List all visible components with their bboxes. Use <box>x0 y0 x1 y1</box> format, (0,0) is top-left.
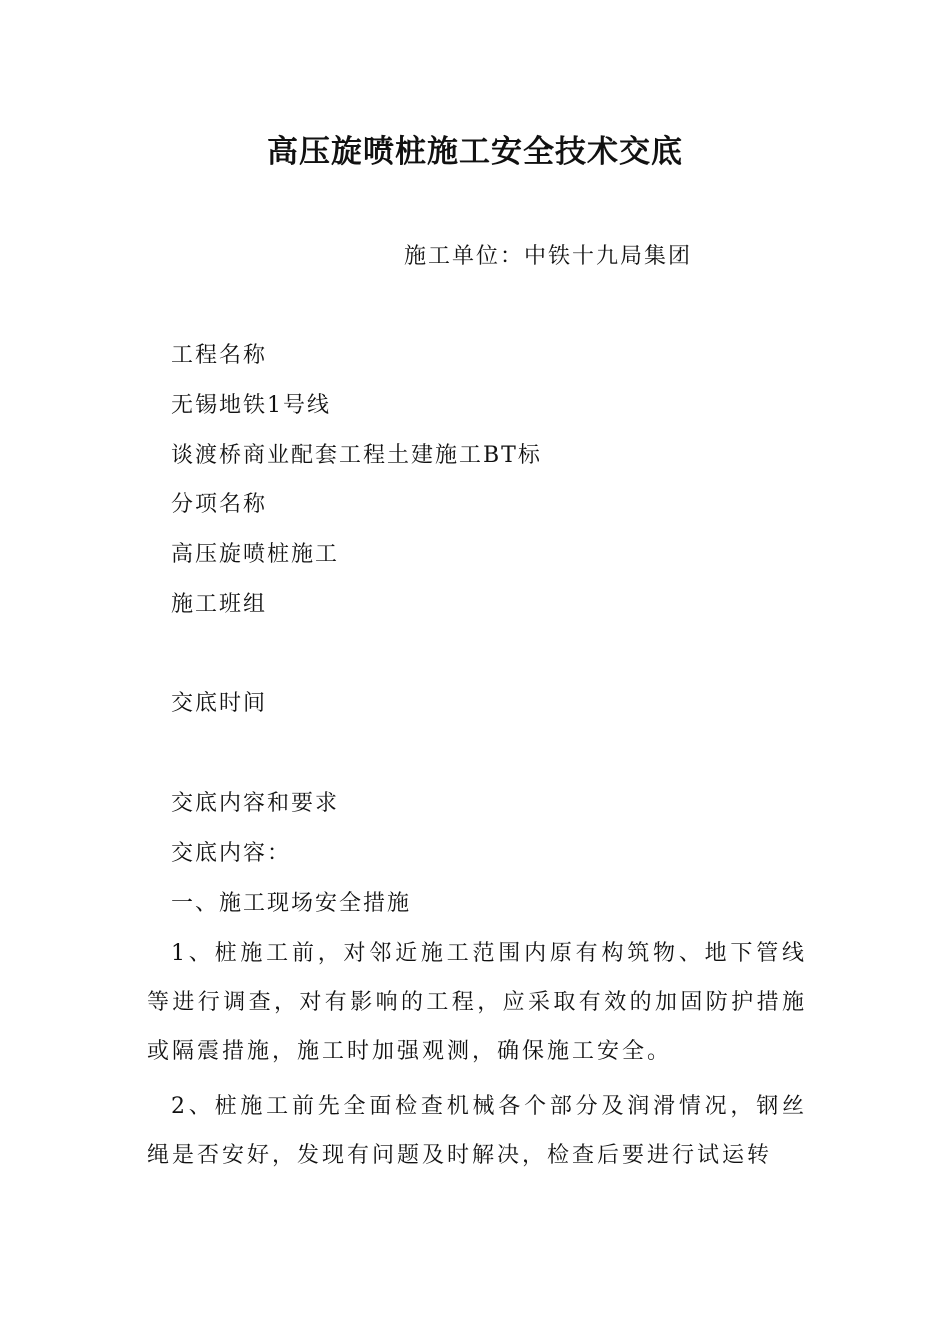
document-title: 高压旋喷桩施工安全技术交底 <box>267 134 683 170</box>
project-name-line2: 谈渡桥商业配套工程土建施工BT标 <box>171 443 542 468</box>
content-label: 交底内容： <box>171 841 292 866</box>
project-name-label: 工程名称 <box>171 343 268 368</box>
construction-unit: 施工单位：中铁十九局集团 <box>404 244 693 269</box>
paragraph-2: 2、桩施工前先全面检查机械各个部分及润滑情况，钢丝绳是否安好，发现有问题及时解决，检查后要进行试运转 <box>147 1094 807 1168</box>
time-label: 交底时间 <box>171 691 268 716</box>
subitem-value: 高压旋喷桩施工 <box>171 542 340 567</box>
project-name-line1: 无锡地铁1号线 <box>171 393 331 418</box>
subitem-label: 分项名称 <box>171 492 268 517</box>
section-heading: 一、施工现场安全措施 <box>171 891 412 916</box>
paragraph-1: 1、桩施工前，对邻近施工范围内原有构筑物、地下管线等进行调查，对有影响的工程，应采取有效的加固防护措施或隔震措施，施工时加强观测，确保施工安全。 <box>147 941 807 1064</box>
team-label: 施工班组 <box>171 592 268 617</box>
content-requirements-label: 交底内容和要求 <box>171 791 340 816</box>
